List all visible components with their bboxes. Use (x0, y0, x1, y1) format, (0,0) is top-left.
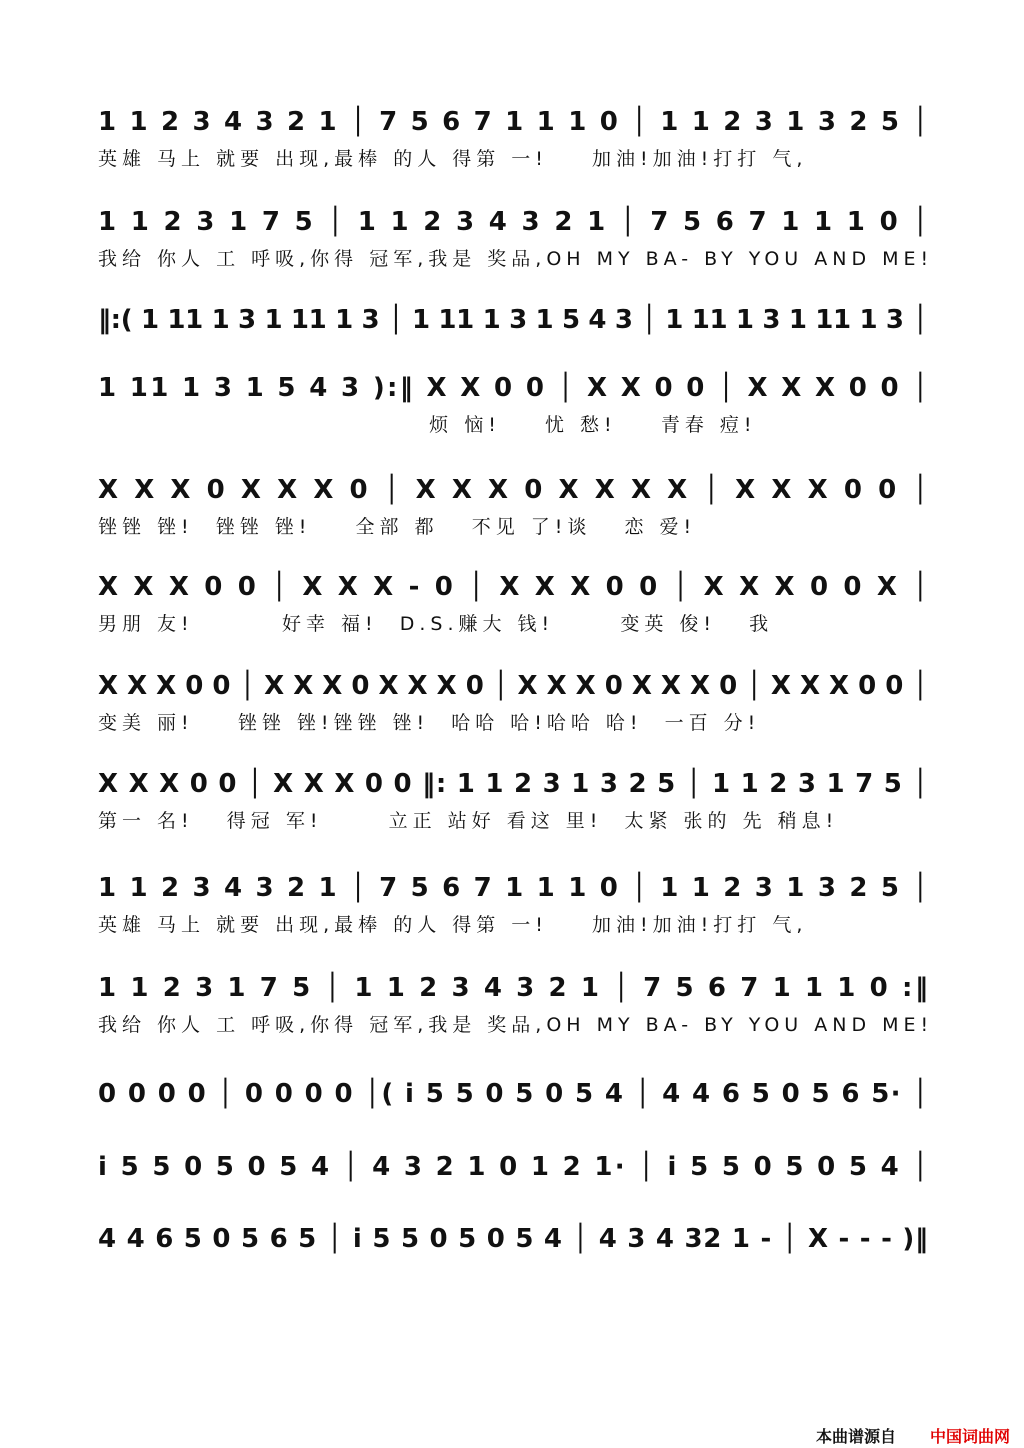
notation-text: 1 11 1 3 1 5 4 3 ):‖ X X 0 0 │ X X 0 0 │ X X X 0 0 │ (98, 373, 929, 403)
notation-text: 0 0 0 0 │ 0 0 0 0 │( i 5 5 0 5 0 5 4 │ 4 4 6 5 0 5 6 5· │ (98, 1079, 928, 1109)
lyric-row: 我给 你人 工 呼吸,你得 冠军,我是 奖品,OH MY BA- BY YOU AND ME! (98, 248, 934, 270)
lyric-row: 第一 名! 得冠 军! 立正 站好 看这 里! 太紧 张的 先 稍息! (98, 810, 839, 832)
notation-row (0, 762, 1024, 802)
source-label: 本曲谱源自 (816, 1427, 897, 1446)
notation-row (0, 1217, 1024, 1257)
notation-text: X X X 0 X X X 0 │ X X X 0 X X X X │ X X X 0 0 │ (98, 475, 928, 505)
notation-row (0, 200, 1024, 240)
notation-row (0, 866, 1024, 906)
notation-row (0, 664, 1024, 704)
notation-text: X X X 0 0 │ X X X 0 0 ‖: 1 1 2 3 1 3 2 5 │ 1 1 2 3 1 7 5 │ (98, 769, 928, 799)
lyric-row: 我给 你人 工 呼吸,你得 冠军,我是 奖品,OH MY BA- BY YOU AND ME! (98, 1014, 934, 1036)
lyric-row: 英雄 马上 就要 出现,最棒 的人 得第 一! 加油!加油!打打 气, (98, 148, 808, 170)
lyric-row: 烦 恼! 忧 愁! 青春 痘! (98, 414, 757, 436)
notation-text: 4 4 6 5 0 5 6 5 │ i 5 5 0 5 0 5 4 │ 4 3 4 32 1 - │ X - - - )‖ (98, 1224, 928, 1254)
notation-row (0, 298, 1024, 338)
lyric-row: 男朋 友! 好幸 福! D.S.赚大 钱! 变英 俊! 我 (98, 613, 774, 635)
notation-text: X X X 0 0 │ X X X - 0 │ X X X 0 0 │ X X X 0 0 X │ (98, 572, 928, 602)
notation-text: 1 1 2 3 1 7 5 │ 1 1 2 3 4 3 2 1 │ 7 5 6 7 1 1 1 0 :‖ (98, 973, 928, 1003)
lyric-row: 变美 丽! 锉锉 锉!锉锉 锉! 哈哈 哈!哈哈 哈! 一百 分! (98, 712, 761, 734)
notation-text: ‖:( 1 11 1 3 1 11 1 3 │ 1 11 1 3 1 5 4 3 │ 1 11 1 3 1 11 1 3 │ (98, 305, 928, 335)
notation-text: 1 1 2 3 4 3 2 1 │ 7 5 6 7 1 1 1 0 │ 1 1 2 3 1 3 2 5 │ (98, 873, 928, 903)
lyric-row: 锉锉 锉! 锉锉 锉! 全部 都 不见 了!谈 恋 爱! (98, 516, 697, 538)
notation-text: X X X 0 0 │ X X X 0 X X X 0 │ X X X 0 X X X 0 │ X X X 0 0 │ (98, 671, 928, 701)
notation-row (0, 468, 1024, 508)
notation-row (0, 1072, 1024, 1112)
notation-row (0, 966, 1024, 1006)
notation-row (0, 1145, 1024, 1185)
notation-row (0, 366, 1024, 406)
source-site: 中国词曲网 (930, 1427, 1011, 1446)
notation-row (0, 100, 1024, 140)
notation-text: 1 1 2 3 4 3 2 1 │ 7 5 6 7 1 1 1 0 │ 1 1 2 3 1 3 2 5 │ (98, 107, 928, 137)
notation-text: 1 1 2 3 1 7 5 │ 1 1 2 3 4 3 2 1 │ 7 5 6 7 1 1 1 0 │ (98, 207, 928, 237)
notation-row (0, 565, 1024, 605)
lyric-row: 英雄 马上 就要 出现,最棒 的人 得第 一! 加油!加油!打打 气, (98, 914, 808, 936)
notation-text: i 5 5 0 5 0 5 4 │ 4 3 2 1 0 1 2 1· │ i 5 5 0 5 0 5 4 │ (98, 1152, 929, 1182)
